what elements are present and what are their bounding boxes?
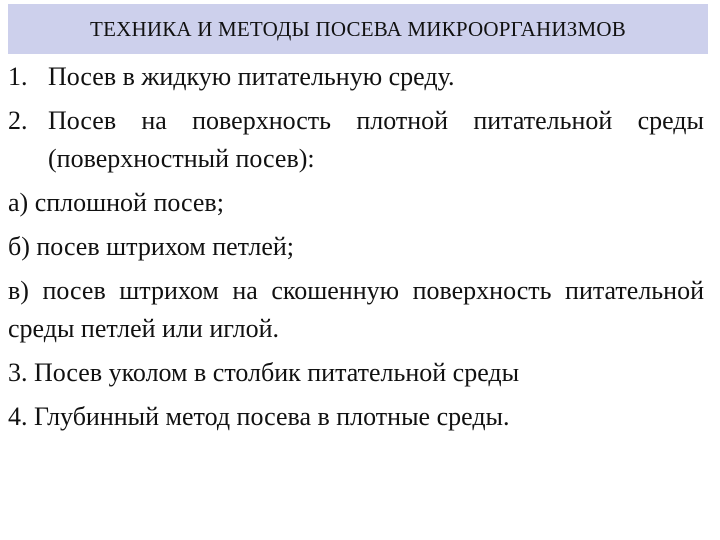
list-item-text: Посев в жидкую питательную среду. bbox=[48, 62, 455, 91]
list-item-number: 2. bbox=[8, 106, 28, 135]
list-item-text: Посев на поверхность плотной питательной среды (поверхностный посев): bbox=[48, 106, 704, 173]
slide-body bbox=[8, 54, 704, 442]
slide-title: ТЕХНИКА И МЕТОДЫ ПОСЕВА МИКРООРГАНИЗМОВ bbox=[8, 4, 708, 54]
list-item bbox=[8, 102, 704, 178]
sub-item: б) посев штрихом петлей; bbox=[8, 232, 295, 261]
sub-item: а) сплошной посев; bbox=[8, 188, 224, 217]
list-item bbox=[8, 58, 704, 96]
list-item: 4. Глубинный метод посева в плотные среды. bbox=[8, 402, 510, 431]
sub-item: в) посев штрихом на скошенную поверхность питательной среды петлей или иглой. bbox=[8, 276, 704, 343]
list-item-number: 1. bbox=[8, 62, 28, 91]
list-item: 3. Посев уколом в столбик питательной среды bbox=[8, 358, 520, 387]
